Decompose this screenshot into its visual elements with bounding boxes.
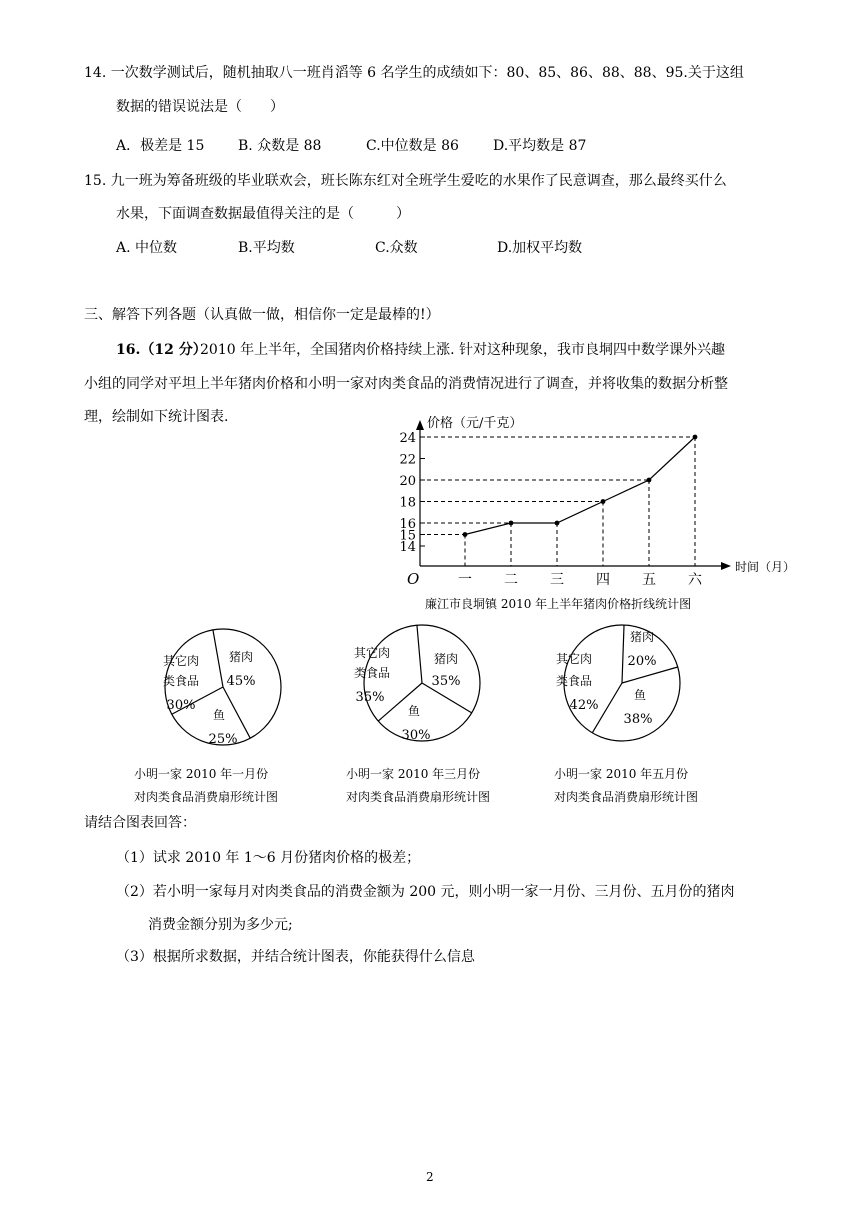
pie-label-other-line1: 其它肉 — [555, 652, 593, 666]
pie-value-pork: 35% — [431, 674, 461, 689]
price-line — [465, 437, 695, 535]
y-tick-label: 15 — [399, 528, 416, 544]
q16-prompt: 请结合图表回答： — [84, 815, 196, 831]
x-category-label: 二 — [504, 572, 518, 588]
data-point — [601, 499, 606, 504]
pie-value-fish: 25% — [208, 732, 238, 747]
pie-may-caption-2: 对肉类食品消费扇形统计图 — [554, 790, 699, 804]
q16-sub1: （1）试求 2010 年 1～6 月份猪肉价格的极差； — [116, 850, 421, 866]
pie-value-fish: 38% — [623, 712, 653, 727]
q14-option-c: C.中位数是 86 — [366, 138, 459, 154]
data-point — [509, 521, 514, 526]
pie-january-caption-1: 小明一家 2010 年一月份 — [134, 767, 269, 781]
pie-value-fish: 30% — [401, 728, 431, 743]
pie-value-other: 42% — [569, 698, 599, 713]
origin-label: O — [407, 570, 420, 588]
q14-line2: 数据的错误说法是（ ） — [116, 99, 284, 115]
pie-chart-march — [354, 619, 494, 751]
q16-line2: 小组的同学对平坦上半年猪肉价格和小明一家对肉类食品的消费情况进行了调查，并将收集的数据分析整 — [84, 376, 728, 392]
pie-label-fish: 鱼 — [212, 708, 226, 722]
section-3-heading: 三、解答下列各题（认真做一做，相信你一定是最棒的!） — [84, 307, 440, 323]
y-tick-label: 14 — [399, 540, 416, 555]
data-point — [555, 521, 560, 526]
y-tick-label: 20 — [399, 474, 416, 489]
line-chart-title: 廉江市良垌镇 2010 年上半年猪肉价格折线统计图 — [425, 597, 692, 611]
pie-value-other: 35% — [355, 690, 385, 705]
q14-line1: 14. 一次数学测试后，随机抽取八一班肖滔等 6 名学生的成绩如下：80、85、86、88、88、95.关于这组 — [84, 65, 744, 81]
q16-sub2-line1: （2）若小明一家每月对肉类食品的消费金额为 200 元，则小明一家一月份、三月份、五月份的猪肉 — [116, 884, 735, 900]
q16-sub2-line2: 消费金额分别为多少元; — [148, 917, 293, 933]
pie-january-caption-2: 对肉类食品消费扇形统计图 — [134, 790, 279, 804]
q15-option-b: B.平均数 — [238, 240, 295, 256]
data-point — [693, 435, 698, 440]
pie-label-other-line2: 类食品 — [162, 674, 200, 688]
pie-value-other: 30% — [166, 698, 196, 713]
y-tick-label: 16 — [399, 517, 416, 532]
q15-line2: 水果，下面调查数据最值得关注的是（ ） — [116, 206, 410, 222]
q16-line1: 2010 年上半年，全国猪肉价格持续上涨. 针对这种现象，我市良垌四中数学课外兴趣 — [200, 342, 725, 358]
q15-option-c: C.众数 — [375, 240, 418, 256]
pie-label-other-line1: 其它肉 — [354, 646, 391, 660]
line-chart — [385, 408, 805, 618]
pie-label-fish: 鱼 — [633, 688, 647, 702]
x-category-label: 六 — [688, 572, 702, 588]
x-category-label: 四 — [596, 572, 610, 588]
q15-line1: 15. 九一班为筹备班级的毕业联欢会，班长陈东红对全班学生爱吃的水果作了民意调查，那么最终买什么 — [84, 173, 727, 189]
q14-option-b: B. 众数是 88 — [238, 138, 322, 154]
pie-march-caption-2: 对肉类食品消费扇形统计图 — [346, 790, 491, 804]
pie-label-other-line2: 类食品 — [555, 674, 593, 688]
pie-label-pork: 猪肉 — [228, 650, 254, 664]
y-axis-arrow — [416, 420, 424, 430]
pie-chart-january — [155, 623, 295, 755]
y-axis-label: 价格（元/千克） — [427, 416, 523, 431]
pie-value-pork: 20% — [627, 654, 657, 669]
x-category-label: 一 — [458, 572, 472, 588]
pie-label-other-line1: 其它肉 — [162, 654, 200, 668]
pie-value-pork: 45% — [226, 674, 256, 689]
q16-sub3: （3）根据所求数据，并结合统计图表，你能获得什么信息 — [116, 949, 475, 965]
pie-label-pork: 猪肉 — [629, 630, 655, 644]
pie-march-caption-1: 小明一家 2010 年三月份 — [346, 767, 481, 781]
x-category-label: 五 — [642, 572, 656, 588]
q15-option-a: A. 中位数 — [116, 240, 178, 256]
pie-label-other-line2: 类食品 — [354, 666, 391, 680]
x-category-label: 三 — [550, 572, 564, 588]
pie-chart-may — [554, 619, 694, 751]
x-axis-arrow — [721, 562, 731, 570]
y-tick-label: 22 — [399, 452, 416, 468]
q16-line3: 理，绘制如下统计图表. — [84, 409, 229, 425]
q14-option-d: D.平均数是 87 — [493, 138, 587, 154]
page-number: 2 — [426, 1170, 434, 1184]
pie-label-fish: 鱼 — [407, 704, 421, 718]
q16-label: 16.（12 分） — [116, 342, 207, 358]
y-tick-label: 24 — [399, 431, 416, 446]
data-point — [647, 478, 652, 483]
pie-label-pork: 猪肉 — [433, 652, 459, 666]
q15-option-d: D.加权平均数 — [497, 240, 583, 256]
x-axis-label: 时间（月） — [735, 560, 796, 574]
data-point — [463, 532, 468, 537]
y-tick-label: 18 — [399, 495, 416, 511]
q14-option-a: A．极差是 15 — [116, 138, 205, 154]
pie-may-caption-1: 小明一家 2010 年五月份 — [554, 767, 689, 781]
